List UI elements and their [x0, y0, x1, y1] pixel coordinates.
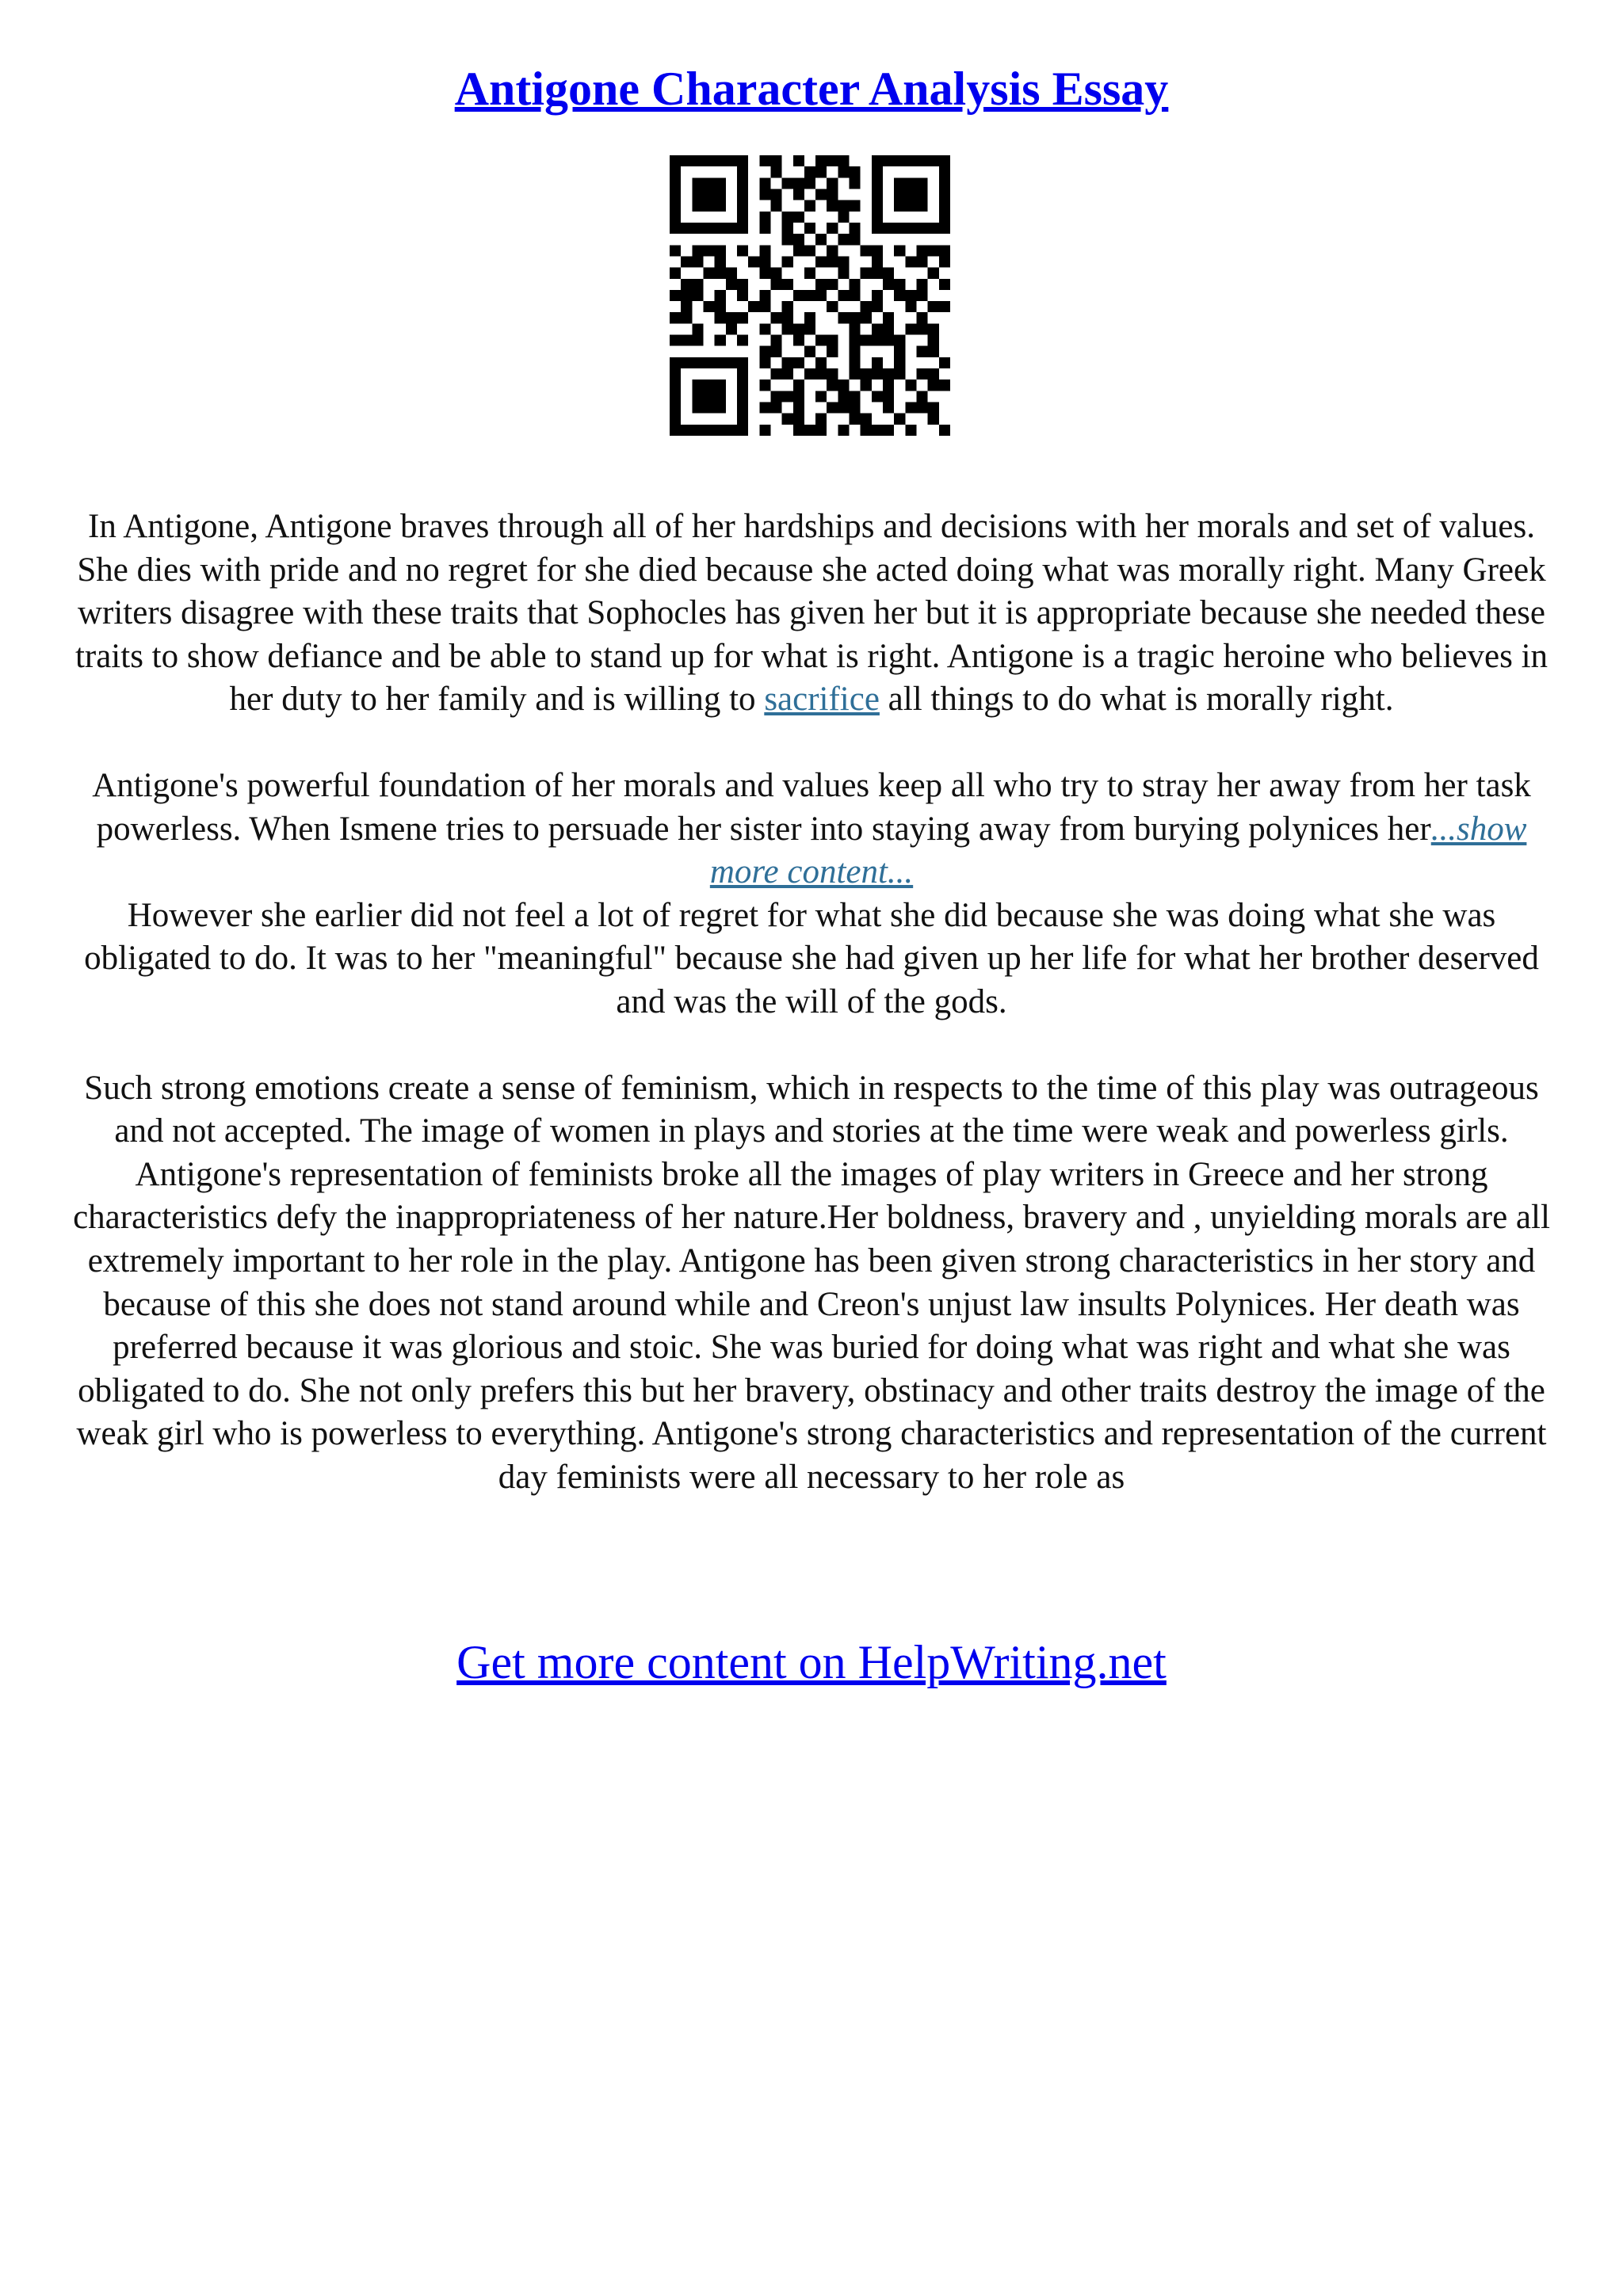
qr-code-icon: [670, 155, 950, 436]
title-link[interactable]: Antigone Character Analysis Essay: [454, 63, 1169, 115]
helpwriting-link[interactable]: Get more content on HelpWriting.net: [456, 1636, 1167, 1688]
paragraph-1-text-start: In Antigone, Antigone braves through all of her hardships and decisions with her morals and set of values. She dies with pride and no regret for she died because she acted doing what was morally right. Many Greek writers disagree with these traits that Sophocles has given her but it is appropriate because she needed these traits to show defiance and be able to stand up for what is right. Antigone is a tragic heroine who believes in her duty to her family and is willing to: [74, 508, 1549, 719]
essay-body: [63, 505, 1560, 1499]
paragraph-spacer: [63, 1024, 1560, 1067]
show-more-link[interactable]: ...show more content...: [709, 810, 1527, 891]
page-title: [0, 57, 1623, 120]
footer: [0, 1630, 1623, 1694]
paragraph-2: [63, 765, 1560, 894]
paragraph-1: [63, 505, 1560, 722]
sacrifice-link[interactable]: sacrifice: [764, 681, 880, 719]
paragraph-1-text-end: all things to do what is morally right.: [879, 681, 1394, 719]
paragraph-4: Such strong emotions create a sense of feminism, which in respects to the time of this play was outrageous and not accepted. The image of women in plays and stories at the time were weak and powerless girls. Antigone's representation of feminists broke all the images of play writers in Greece and her strong characteristics defy the inappropriateness of her nature.Her boldness, bravery and , unyielding morals are all extremely important to her role in the play. Antigone has been given strong characteristics in her story and because of this she does not stand around while and Creon's unjust law insults Polynices. Her death was preferred because it was glorious and stoic. She was buried for doing what was right and what she was obligated to do. She not only prefers this but her bravery, obstinacy and other traits destroy the image of the weak girl who is powerless to everything. Antigone's strong characteristics and representation of the current day feminists were all necessary to her role as: [73, 1069, 1550, 1496]
paragraph-3: However she earlier did not feel a lot of regret for what she did because she was doing what she was obligated to do. It was to her "meaningful" because she had given up her life for what her brother deserved and was the will of the gods.: [84, 896, 1539, 1020]
paragraph-spacer: [63, 722, 1560, 765]
paragraph-2-text: Antigone's powerful foundation of her morals and values keep all who try to stray her away from her task powerless. When Ismene tries to persuade her sister into staying away from burying polynices her: [92, 766, 1531, 848]
